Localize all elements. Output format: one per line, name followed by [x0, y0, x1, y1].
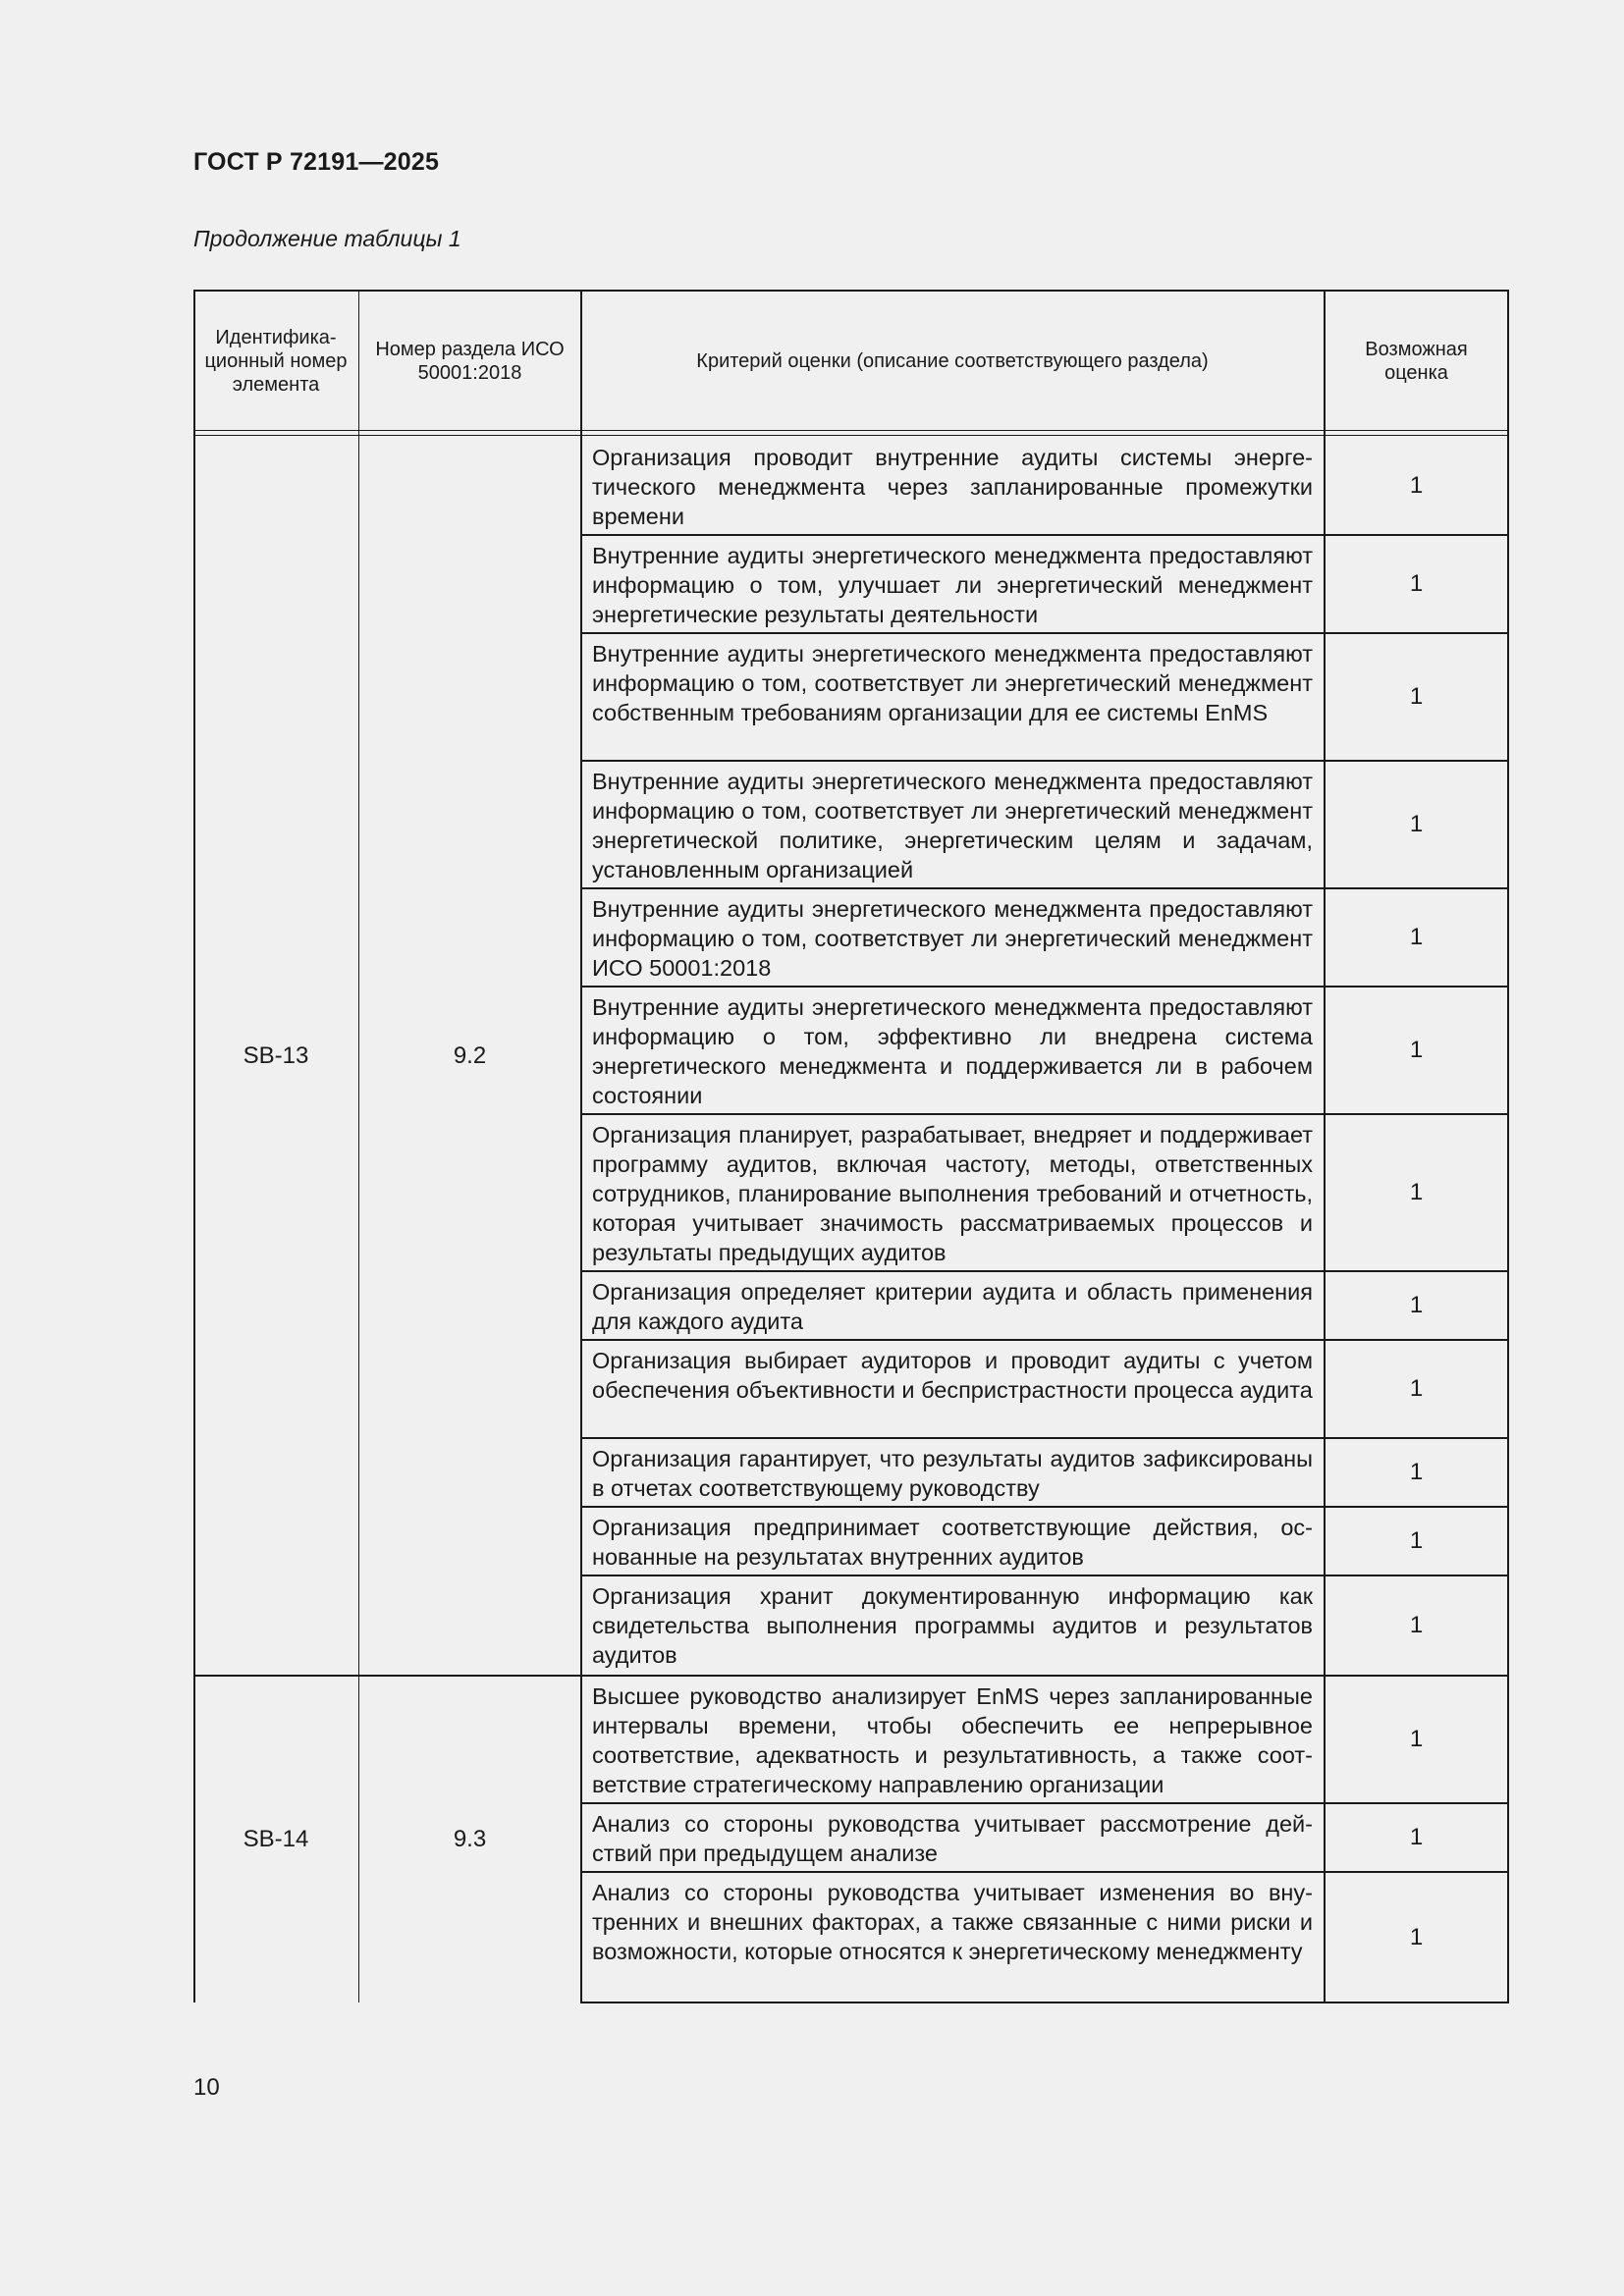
score-cell: 1 — [1409, 811, 1424, 837]
criterion-text: Организация выбирает аудиторов и проводит аудиты с учетом обеспечения объективности и беспристрастности процесса аудита — [592, 1348, 1313, 1403]
table-rule — [580, 1339, 1509, 1341]
document-code: ГОСТ Р 72191—2025 — [193, 148, 440, 176]
page-number: 10 — [193, 2074, 220, 2101]
score-cell: 1 — [1409, 1612, 1424, 1638]
criterion-text: Организация гарантирует, что результаты аудитов зафиксированы в отчетах соответствующему руководству — [592, 1446, 1313, 1501]
criterion-cell — [581, 1507, 1324, 1575]
table-rule — [193, 290, 1509, 292]
score-cell: 1 — [1409, 1459, 1424, 1485]
criterion-cell — [581, 1575, 1324, 1676]
table-rule — [580, 534, 1509, 536]
table-rule — [580, 887, 1509, 889]
table-rule — [580, 1506, 1509, 1508]
group-id-cell: SB-13 — [243, 1042, 309, 1069]
table-rule — [580, 986, 1509, 988]
table-rule — [193, 435, 1509, 436]
criterion-cell — [581, 1114, 1324, 1271]
criterion-text: Внутренние аудиты энергетического менеджмента предоставляют информацию о том, соответствует ли энергетический менеджмент ИСО 50001:2018 — [592, 896, 1313, 981]
table-rule — [580, 1871, 1509, 1873]
table-rule — [580, 1437, 1509, 1439]
criteria-table — [193, 290, 1509, 2004]
table-caption: Продолжение таблицы 1 — [193, 226, 461, 251]
criterion-text: Высшее руководство анализирует EnMS через запланированные интервалы времени, чтобы обеспечить ее непрерывное соответствие, адекватность и результативность, а также соответствие стратегическому направлению организации — [592, 1683, 1313, 1797]
score-cell: 1 — [1409, 1923, 1424, 1950]
criterion-cell — [581, 1271, 1324, 1340]
criterion-text: Организация планирует, разрабатывает, внедряет и поддерживает программу аудитов, включая частоту, методы, ответственных сотрудников, планирование выполнения требований и отчетность, которая учитывает значимость рассматриваемых процессов и результаты предыдущих аудитов — [592, 1122, 1313, 1265]
table-rule — [580, 2002, 1509, 2003]
criterion-cell — [581, 1872, 1324, 2002]
criterion-text: Внутренние аудиты энергетического менеджмента предоставляют информацию о том, соответствует ли энергетический менеджмент собственным требованиям организации для ее системы EnMS — [592, 641, 1313, 725]
table-rule — [358, 290, 359, 2002]
header-score-column: Возможная оценка — [1365, 339, 1468, 384]
criterion-cell — [581, 633, 1324, 761]
table-rule — [193, 1675, 1509, 1677]
table-rule — [193, 290, 195, 2002]
table-rule — [193, 430, 1509, 431]
score-cell: 1 — [1409, 570, 1424, 597]
table-rule — [580, 1270, 1509, 1272]
criterion-cell — [581, 987, 1324, 1114]
criterion-cell — [581, 761, 1324, 888]
criterion-cell — [581, 888, 1324, 987]
group-id-cell: SB-14 — [243, 1825, 309, 1852]
criterion-text: Внутренние аудиты энергетического менеджмента предоставляют информацию о том, улучшает ли энергетический менеджмент энергетические результаты деятельности — [592, 543, 1313, 627]
criterion-text: Организация хранит документированную информацию как свидетельства выполнения программы аудитов и результатов аудитов — [592, 1583, 1313, 1668]
criterion-text: Организация определяет критерии аудита и область применения для каждого аудита — [592, 1279, 1313, 1334]
criterion-text: Организация проводит внутренние аудиты системы энергетического менеджмента через запланированные промежутки времени — [592, 445, 1313, 529]
table-rule — [580, 1575, 1509, 1576]
table-rule — [580, 290, 582, 2002]
criterion-text: Анализ со стороны руководства учитывает рассмотрение действий при предыдущем анализе — [592, 1811, 1313, 1866]
score-cell: 1 — [1409, 1037, 1424, 1063]
score-cell: 1 — [1409, 1824, 1424, 1850]
table-rule — [580, 1113, 1509, 1115]
criterion-text: Внутренние аудиты энергетического менеджмента предоставляют информацию о том, соответствует ли энергетический менеджмент энергетической политике, энергетическим целям и задачам, установленным организацией — [592, 769, 1313, 882]
score-cell: 1 — [1409, 924, 1424, 950]
table-rule — [1324, 290, 1326, 2002]
score-cell: 1 — [1409, 472, 1424, 499]
criterion-cell — [581, 1340, 1324, 1438]
score-cell: 1 — [1409, 1726, 1424, 1752]
criterion-text: Анализ со стороны руководства учитывает изменения во внутренних и внешних факторах, а также связанные с ними риски и возможности, которые относятся к энергетическому менеджменту — [592, 1880, 1313, 1964]
table-rule — [580, 1802, 1509, 1804]
criterion-cell — [581, 1676, 1324, 1803]
score-cell: 1 — [1409, 1292, 1424, 1318]
criterion-cell — [581, 1438, 1324, 1507]
score-cell: 1 — [1409, 1179, 1424, 1205]
header-section-column: Номер раздела ИСО 50001:2018 — [375, 339, 565, 384]
table-rule — [580, 760, 1509, 762]
header-id-column: Идентифика-ционный номер элемента — [204, 327, 348, 396]
score-cell: 1 — [1409, 1527, 1424, 1554]
criterion-cell — [581, 1803, 1324, 1872]
table-rule — [580, 632, 1509, 634]
criterion-text: Внутренние аудиты энергетического менеджмента предоставляют информацию о том, эффективно ли внедрена система энергетического менеджмента и поддерживается ли в рабочем состоянии — [592, 994, 1313, 1108]
table-rule — [1507, 290, 1509, 2002]
group-section-cell: 9.2 — [453, 1042, 487, 1069]
score-cell: 1 — [1409, 683, 1424, 710]
header-criterion-column: Критерий оценки (описание соответствующего раздела) — [696, 350, 1209, 372]
criterion-cell — [581, 535, 1324, 633]
group-section-cell: 9.3 — [453, 1825, 487, 1852]
criterion-cell — [581, 437, 1324, 535]
criterion-text: Организация предпринимает соответствующие действия, основанные на результатах внутренних аудитов — [592, 1515, 1313, 1570]
score-cell: 1 — [1409, 1375, 1424, 1402]
